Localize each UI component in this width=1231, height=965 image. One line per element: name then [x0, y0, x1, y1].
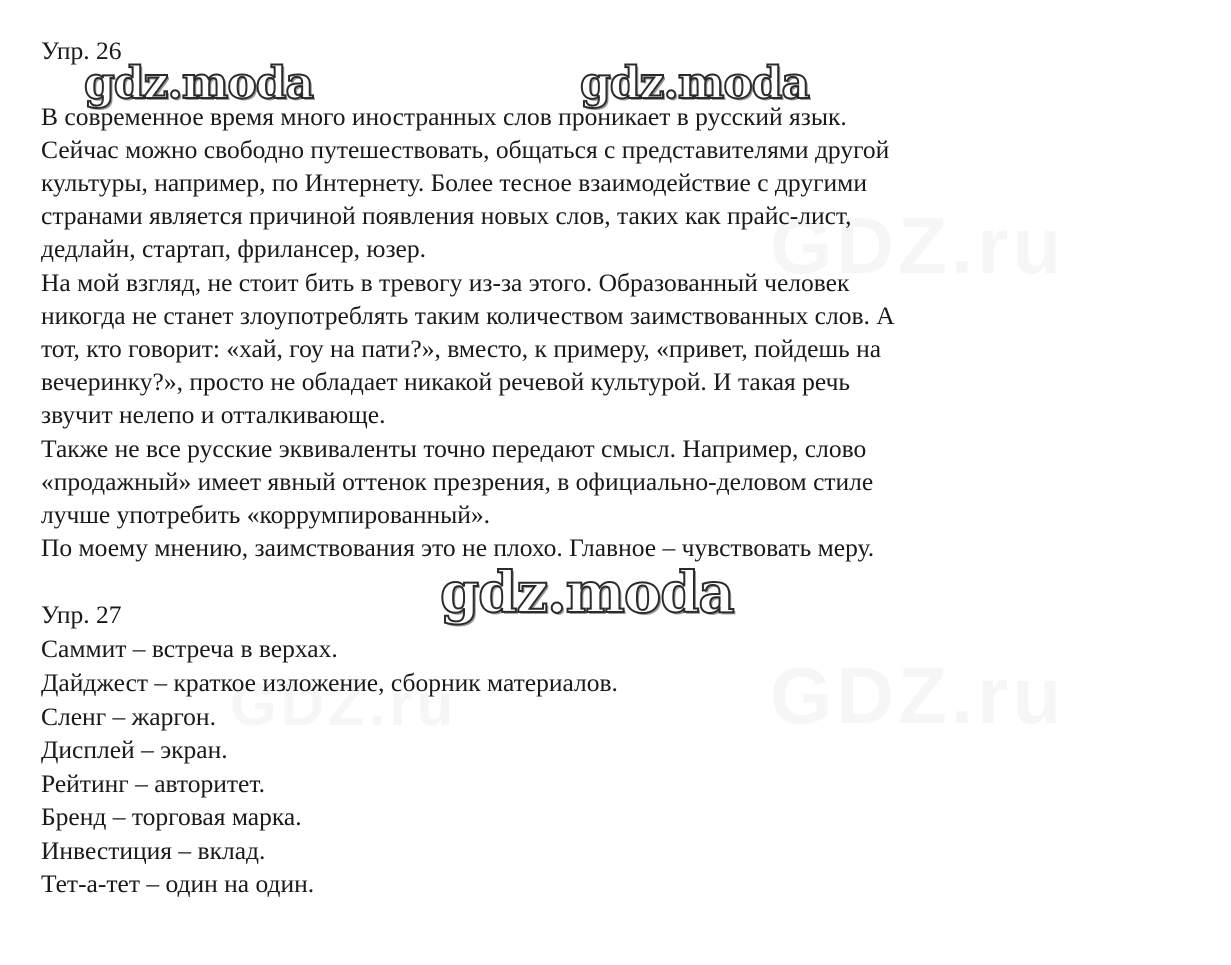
- ex26-line: тот, кто говорит: «хай, гоу на пати?», вместо, к примеру, «привет, пойдешь на: [41, 334, 882, 363]
- ex26-line: вечеринку?», просто не обладает никакой речевой культурой. И такая речь: [41, 367, 851, 396]
- watermark-logo-middle: gdz.moda: [440, 560, 734, 626]
- ex26-line: звучит нелепо и отталкивающе.: [41, 400, 386, 429]
- ex26-line: На мой взгляд, не стоит бить в тревогу из-за этого. Образованный человек: [41, 268, 850, 297]
- ex26-line: никогда не станет злоупотреблять таким количеством заимствованных слов. А: [41, 301, 895, 330]
- ex27-line: Тет-а-тет – один на один.: [41, 869, 315, 898]
- ex26-line: странами является причиной появления новых слов, таких как прайс-лист,: [41, 201, 852, 230]
- ghost-watermark: [770, 650, 1065, 742]
- ex27-line: Бренд – торговая марка.: [41, 802, 302, 831]
- ex27-line: Дисплей – экран.: [41, 735, 228, 764]
- ex26-line: Также не все русские эквиваленты точно передают смысл. Например, слово: [41, 434, 867, 463]
- watermark-logo-top-left: gdz.moda: [84, 58, 314, 109]
- ex27-line: Дайджест – краткое изложение, сборник материалов.: [41, 668, 618, 697]
- ex26-line: «продажный» имеет явный оттенок презрения, в официально-деловом стиле: [41, 467, 874, 496]
- ex26-line: лучше употребить «коррумпированный».: [41, 500, 491, 529]
- ex26-line: Сейчас можно свободно путешествовать, общаться с представителями другой: [41, 135, 890, 164]
- ex26-line: По моему мнению, заимствования это не плохо. Главное – чувствовать меру.: [41, 533, 875, 562]
- ex26-line: дедлайн, стартап, фрилансер, юзер.: [41, 234, 426, 263]
- exercise-27-heading: Упр. 27: [41, 600, 122, 629]
- ex27-line: Саммит – встреча в верхах.: [41, 634, 338, 663]
- ex27-line: Сленг – жаргон.: [41, 702, 216, 731]
- ex26-line: В современное время много иностранных слов проникает в русский язык.: [41, 102, 847, 131]
- ex27-line: Рейтинг – авторитет.: [41, 769, 265, 798]
- watermark-logo-top-right: gdz.moda: [580, 58, 810, 109]
- ex26-line: культуры, например, по Интернету. Более тесное взаимодействие с другими: [41, 168, 867, 197]
- ex27-line: Инвестиция – вклад.: [41, 836, 266, 865]
- exercise-26-heading: Упр. 26: [41, 36, 122, 65]
